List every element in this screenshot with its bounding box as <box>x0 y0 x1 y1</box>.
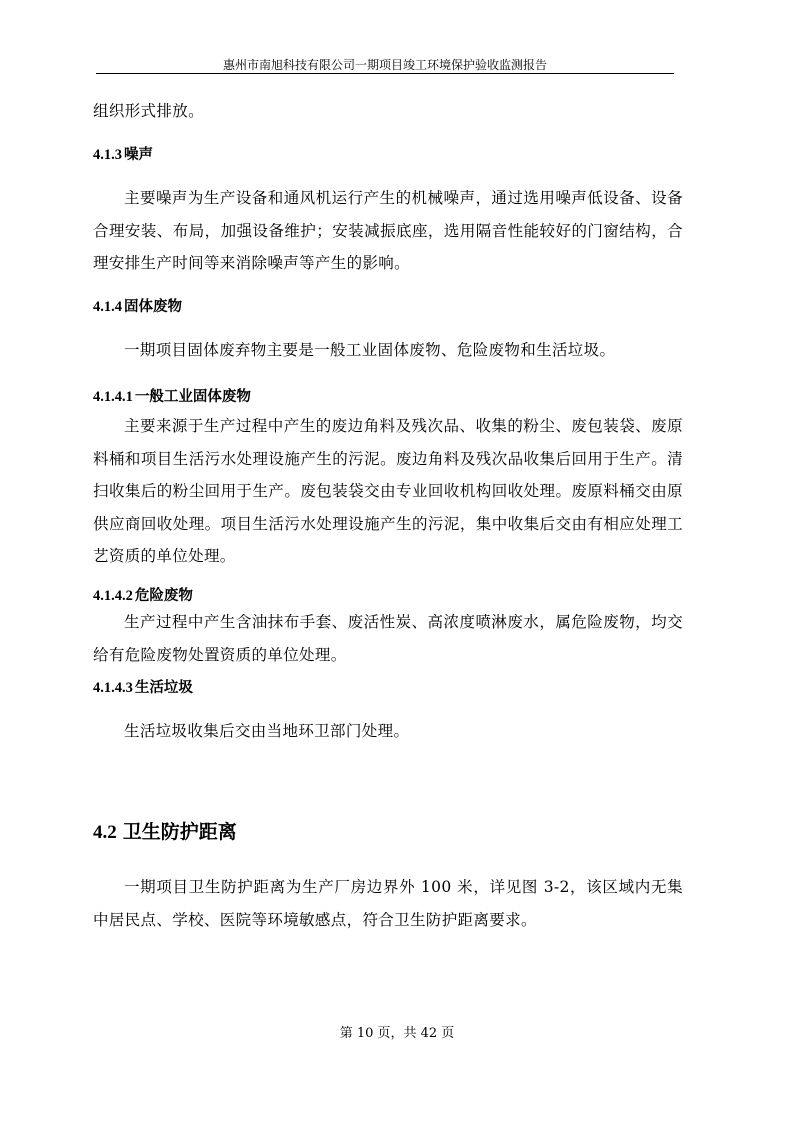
section-title: 生活垃圾 <box>134 679 193 696</box>
section-number: 4.2 <box>93 822 117 843</box>
section-4-1-4-2-heading <box>93 587 193 605</box>
section-4-1-4-3-heading <box>93 679 193 697</box>
general-waste-paragraph: 主要来源于生产过程中产生的废边角料及残次品、收集的粉尘、废包装袋、废原料桶和项目生活污水处理设施产生的污泥。废边角料及残次品收集后回用于生产。清扫收集后的粉尘回用于生产。废包装袋交由专业回收机构回收处理。废原料桶交由原供应商回收处理。项目生活污水处理设施产生的污泥，集中收集后交由有相应处理工艺资质的单位处理。 <box>93 417 683 565</box>
protection-distance-paragraph: 一期项目卫生防护距离为生产厂房边界外 100 米，详见图 3-2，该区域内无集中居民点、学校、医院等环境敏感点，符合卫生防护距离要求。 <box>93 878 683 929</box>
section-number: 4.1.3 <box>93 147 122 163</box>
section-4-2-heading <box>93 820 237 845</box>
section-number: 4.1.4.3 <box>93 680 133 696</box>
noise-paragraph: 主要噪声为生产设备和通风机运行产生的机械噪声，通过选用噪声低设备、设备合理安装、布局，加强设备维护；安装减振底座，选用隔音性能较好的门窗结构，合理安排生产时间等来消除噪声等产生的影响。 <box>93 189 683 272</box>
section-title: 危险废物 <box>134 587 193 604</box>
section-4-1-4-1-heading <box>93 388 251 406</box>
section-4-1-3-heading <box>93 146 153 164</box>
section-title: 一般工业固体废物 <box>134 388 251 405</box>
section-title: 固体废物 <box>124 298 182 315</box>
header-divider <box>96 73 674 74</box>
section-4-1-4-heading <box>93 298 182 316</box>
page-number-footer: 第 10 页，共 42 页 <box>339 1026 455 1041</box>
section-number: 4.1.4.2 <box>93 588 133 604</box>
solid-waste-paragraph: 一期项目固体废弃物主要是一般工业固体废物、危险废物和生活垃圾。 <box>124 341 616 359</box>
section-number: 4.1.4 <box>93 299 122 315</box>
hazardous-waste-paragraph: 生产过程中产生含油抹布手套、废活性炭、高浓度喷淋废水，属危险废物，均交给有危险废物处置资质的单位处理。 <box>93 613 683 664</box>
intro-paragraph: 组织形式排放。 <box>93 102 204 120</box>
section-title: 噪声 <box>124 146 153 163</box>
section-number: 4.1.4.1 <box>93 389 133 405</box>
page-header-title: 惠州市南旭科技有限公司一期项目竣工环境保护验收监测报告 <box>222 58 547 72</box>
section-title: 卫生防护距离 <box>122 821 237 843</box>
domestic-waste-paragraph: 生活垃圾收集后交由当地环卫部门处理。 <box>124 722 410 740</box>
